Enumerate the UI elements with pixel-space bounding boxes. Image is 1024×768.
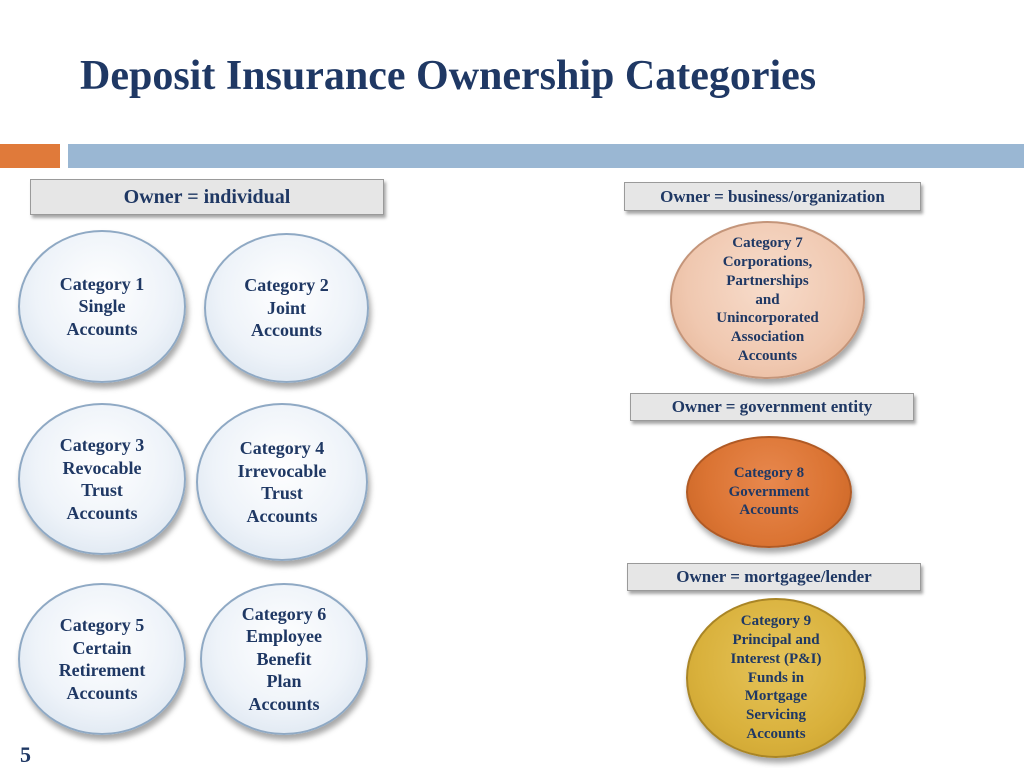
owner-business-label: Owner = business/organization [624,182,921,211]
category-5-circle [18,583,186,735]
category-9-circle [686,598,866,758]
owner-mortgagee-label: Owner = mortgagee/lender [627,563,921,591]
category-3-label: Category 3 Revocable Trust Accounts [59,435,145,523]
category-9-label: Category 9 Principal and Interest (P&I) Funds in Mortgage Servicing Accounts [730,613,822,742]
category-1-circle [18,230,186,383]
category-5-label: Category 5 Certain Retirement Accounts [58,615,146,703]
page-number: 5 [20,742,31,767]
slide-title: Deposit Insurance Ownership Categories [80,53,817,99]
category-8-label: Category 8 Government Accounts [728,464,810,519]
owner-government-label: Owner = government entity [630,393,914,421]
category-6-circle [200,583,368,735]
accent-bar-orange [0,144,60,168]
category-7-circle [670,221,865,379]
category-2-circle [204,233,369,383]
category-2-label: Category 2 Joint Accounts [244,275,329,341]
category-4-label: Category 4 Irrevocable Trust Accounts [237,438,327,526]
accent-bar-blue [68,144,1024,168]
category-3-circle [18,403,186,555]
category-6-label: Category 6 Employee Benefit Plan Accounts [241,603,327,714]
category-8-circle [686,436,852,548]
category-1-label: Category 1 Single Accounts [59,273,145,339]
category-7-label: Category 7 Corporations, Partnerships and Unincorporated Association Accounts [716,235,819,364]
owner-individual-label: Owner = individual [30,179,384,215]
category-4-circle [196,403,368,561]
